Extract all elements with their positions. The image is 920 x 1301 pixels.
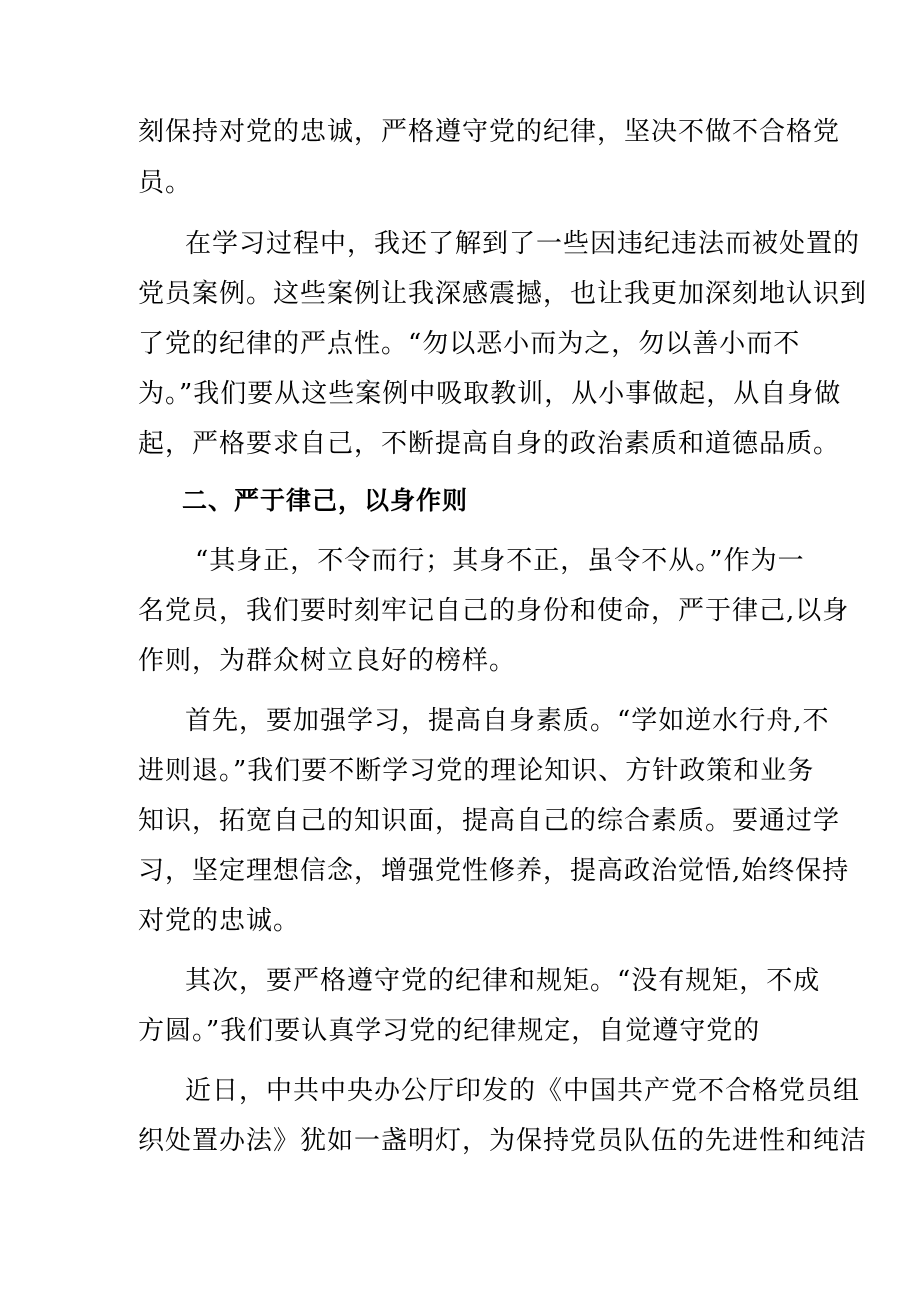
text-line: 作则，为群众树立良好的榜样。 [138, 646, 517, 676]
text-line: 起，严格要求自己，不断提高自身的政治素质和道德品质。 [138, 429, 841, 459]
paragraph-first-line: 首先，要加强学习，提高自身素质。“学如逆水行舟,不 [185, 706, 830, 736]
paragraph-first-line: 近日，中共中央办公厅印发的《中国共产党不合格党员组 [185, 1076, 861, 1106]
text-line: 织处置办法》犹如一盏明灯，为保持党员队伍的先进性和纯洁 [138, 1126, 868, 1156]
text-line: 了党的纪律的严点性。“勿以恶小而为之，勿以善小而不 [138, 329, 801, 359]
text-line: 名党员，我们要时刻牢记自己的身份和使命，严于律己,以身 [138, 596, 850, 626]
paragraph-first-line: “其身正，不令而行；其身不正，虽令不从。”作为一 [195, 546, 805, 576]
text-line: 方圆。”我们要认真学习党的纪律规定，自觉遵守党的 [138, 1016, 761, 1046]
text-line: 党员案例。这些案例让我深感震撼，也让我更加深刻地认识到 [138, 279, 868, 309]
paragraph-first-line: 其次，要严格遵守党的纪律和规矩。“没有规矩，不成 [185, 966, 821, 996]
section-heading: 二、严于律己，以身作则 [182, 486, 469, 515]
text-line: 对党的忠诚。 [138, 906, 301, 936]
text-line: 员。 [138, 168, 193, 198]
text-line: 为。”我们要从这些案例中吸取教训，从小事做起，从自身做 [138, 379, 842, 409]
text-line: 知识，拓宽自己的知识面，提高自己的综合素质。要通过学 [138, 806, 841, 836]
text-line: 进则退。”我们要不断学习党的理论知识、方针政策和业务 [138, 756, 815, 786]
paragraph-first-line: 在学习过程中，我还了解到了一些因违纪违法而被处置的 [185, 229, 861, 259]
text-line: 习，坚定理想信念，增强党性修养，提高政治觉悟,始终保持 [138, 856, 850, 886]
text-line: 刻保持对党的忠诚，严格遵守党的纪律，坚决不做不合格党 [138, 117, 841, 147]
